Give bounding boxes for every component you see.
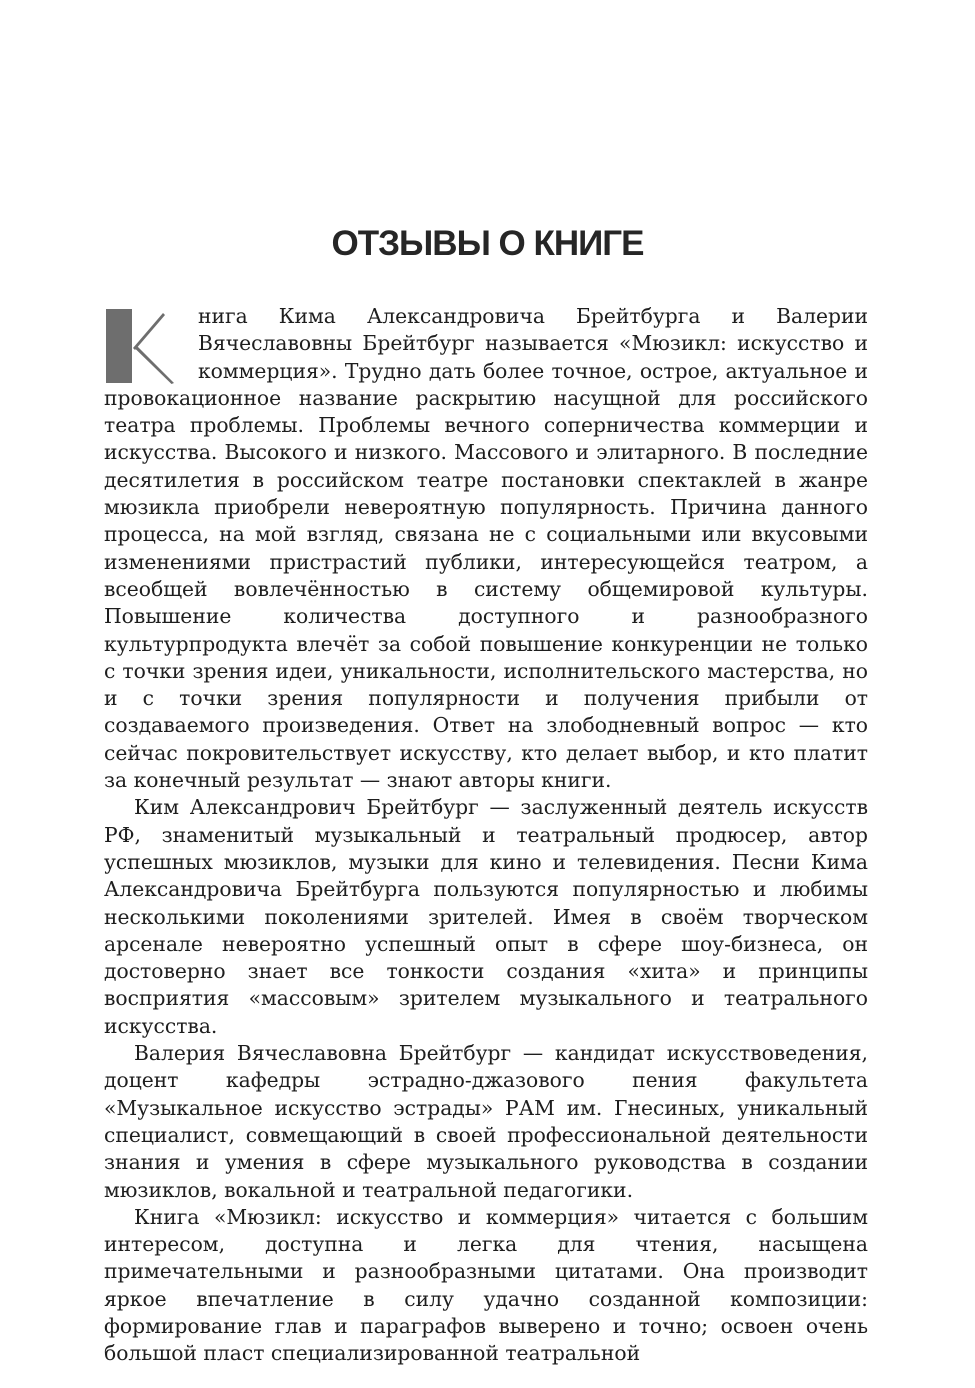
paragraph-3: Валерия Вячеславовна Брейтбург — кандидат искусствоведения, доцент кафедры эстрадно-джазового пения факультета «Музыкальное искусство эстрады» РАМ им. Гнесиных, уникальный специалист, совмещающий в своей профессиональной деятельности знания и умения в сфере музыкального руководства в создании мюзиклов, вокальной и театральной педагогики. <box>104 1041 868 1202</box>
paragraph-1 <box>104 303 868 794</box>
dropcap-stem <box>106 309 132 383</box>
reviews-text <box>104 303 868 1368</box>
dropcap-k-icon <box>104 308 176 384</box>
dropcap-lower-leg <box>135 346 175 384</box>
page-title: ОТЗЫВЫ О КНИГЕ <box>331 224 644 264</box>
paragraph-2: Ким Александрович Брейтбург — заслуженный деятель искусств РФ, знаменитый музыкальный и театральный продюсер, автор успешных мюзиклов, музыки для кино и телевидения. Песни Кима Александровича Брейтбурга пользуются популярностью и любимы несколькими поколениями зрителей. Имея в своём творческом арсенале невероятно успешный опыт в сфере шоу-бизнеса, он достоверно знает все тонкости создания «хита» и принципы восприятия «массовым» зрителем музыкального и театрального искусства. <box>104 795 868 1038</box>
paragraph-1-text: нига Кима Александровича Брейтбурга и Валерии Вячеславовны Брейтбург называется «Мюзикл: искусство и коммерция». Трудно дать более точное, острое, актуальное и провокационное название раскрытию насущной для российского театра проблемы. Проблемы вечного соперничества коммерции и искусства. Высокого и низкого. Массового и элитарного. В последние десятилетия в российском театре постановки спектаклей в жанре мюзикла приобрели невероятную популярность. Причина данного процесса, на мой взгляд, связана не с социальными или вкусовыми изменениями пристрастий публики, интересующейся театром, а всеобщей вовлечённостью в систему общемировой культуры. Повышение количества доступного и разнообразного культурпродукта влечёт за собой повышение конкуренции не только с точки зрения идеи, уникальности, исполнительского мастерства, но и с точки зрения популярности и получения прибыли от создаваемого произведения. Ответ на злободневный вопрос — кто сейчас покровительствует искусству, кто делает выбор, и кто платит за конечный результат — знают авторы книги. <box>104 304 868 793</box>
dropcap-upper-arm <box>133 313 165 350</box>
dropcap-letter <box>104 308 176 384</box>
paragraph-4: Книга «Мюзикл: искусство и коммерция» читается с большим интересом, доступна и легка для чтения, насыщена примечательными и разнообразными цитатами. Она производит яркое впечатление в силу удачно созданной композиции: формирование глав и параграфов выверено и точно; освоен очень большой пласт специализированной театральной <box>104 1204 868 1366</box>
